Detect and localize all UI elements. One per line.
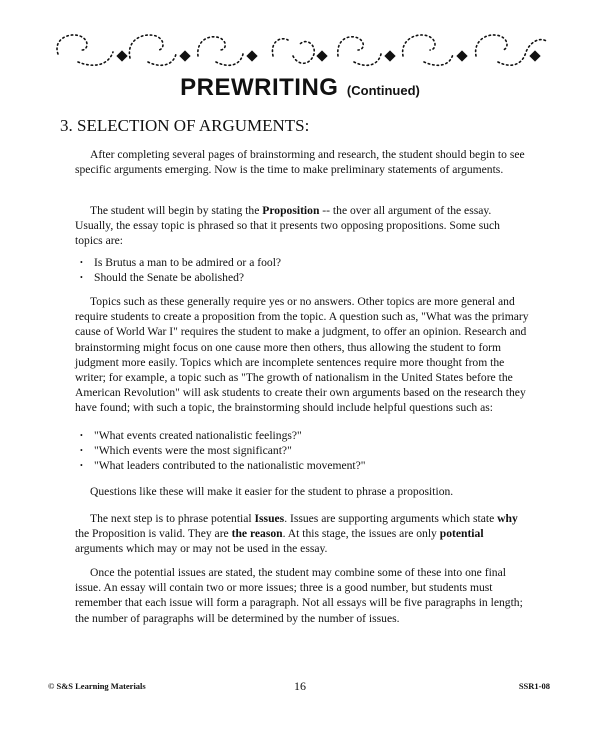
decorative-swirl-border [48,22,558,72]
title-sub: (Continued) [346,83,420,98]
page-number: 16 [294,679,306,693]
list-item: • Is Brutus a man to be admired or a fool? [80,255,520,270]
section-heading: 3. SELECTION OF ARGUMENTS: [60,116,310,135]
potential-term: potential [439,527,484,541]
paragraph-3: Topics such as these generally require yes or no answers. Other topics are more general and require students to create a proposition from the topic. A question such as, "What was the primary cause of World War I" requires the student to make a judgment, to offer an opinion. Research and brainstorming might focus on one cause more then others, thus allowing the student to form judgment more easily. Topics which are incomplete sentences require more thought from the writer; for example, a topic such as "The growth of nationalism in the United States before the American Revolution" will ask students to create their own arguments based on the research they have found; with such a topic, the brainstorming should include helpful questions such as: [75,295,529,415]
issues-term: Issues [254,512,285,525]
paragraph-6: Once the potential issues are stated, the student may combine some of these into one final issue. An essay will contain two or more issues; three is a good number, but students must remember that each issue will form a paragraph. Not all essays will be five paragraphs in length; the number of paragraphs will be determined by the number of issues. [75,566,523,625]
paragraph-5: The next step is to phrase potential Issues. Issues are supporting arguments which state why the Proposition is valid. They are the reason. At this stage, the issues are only potential arguments which may or may not be used in the essay. [75,512,518,556]
footer-code: SSR1-08 [518,681,550,691]
list-item: • Should the Senate be abolished? [80,270,520,285]
list-item: • "What leaders contributed to the nationalistic movement?" [80,458,520,473]
proposition-term: Proposition [262,204,320,217]
paragraph-2: The student will begin by stating the Proposition -- the over all argument of the essay. Usually, the essay topic is phrased so that it presents two opposing propositions. Some such topics are: [75,204,500,248]
why-term: why [497,512,518,525]
list-item: • "Which events were the most significant?" [80,443,520,458]
paragraph-1: After completing several pages of brainstorming and research, the student should begin to see specific arguments emerging. Now is the time to make preliminary statements of arguments. [75,148,525,177]
topic-list [80,255,520,285]
page-title [0,74,600,102]
list-item: • "What events created nationalistic feelings?" [80,428,520,443]
footer-publisher: © S&S Learning Materials [48,681,146,691]
question-list [80,428,520,474]
reason-term: the reason [231,527,283,541]
paragraph-4: Questions like these will make it easier for the student to phrase a proposition. [90,485,454,498]
title-main: PREWRITING [180,74,339,101]
